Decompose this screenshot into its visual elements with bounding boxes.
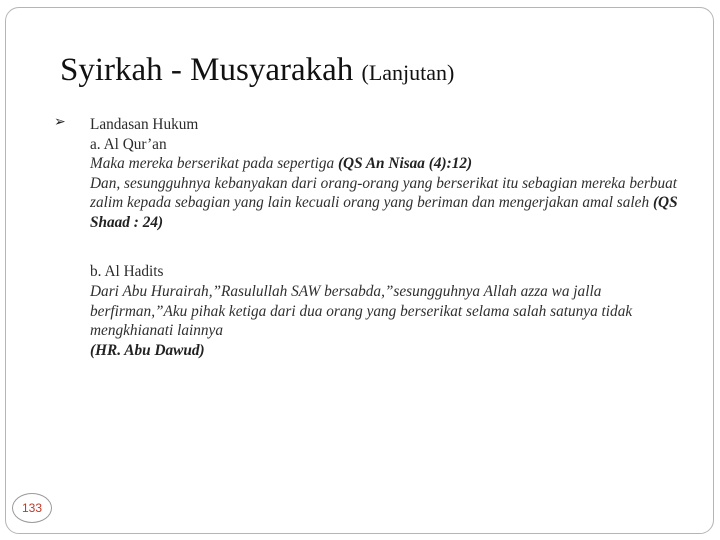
slide-title <box>60 52 454 89</box>
slide-body <box>90 115 680 360</box>
spacer <box>90 232 680 262</box>
hadith-reference: (HR. Abu Dawud) <box>90 341 205 359</box>
quran-verse-1 <box>90 154 680 174</box>
verse-1-reference: (QS An Nisaa (4):12) <box>337 155 473 173</box>
hadith-label: b. Al Hadits <box>90 263 164 281</box>
hadith-text-block <box>90 282 680 341</box>
arrow-bullet-icon: ➢ <box>54 115 66 130</box>
verse-1-text: Maka mereka berserikat pada sepertiga <box>90 155 335 173</box>
section-heading: Landasan Hukum <box>90 116 199 133</box>
hadith-text: Dari Abu Hurairah,”Rasulullah SAW bersabda,”sesungguhnya Allah azza wa jalla berfirman,”Aku pihak ketiga dari dua orang yang berserikat selama salah satunya tidak mengkhianati lainnya <box>90 283 633 340</box>
page-number-badge: 133 <box>12 493 52 523</box>
title-subtitle: (Lanjutan) <box>361 60 455 85</box>
verse-2-reference: (QS Shaad : 24) <box>90 194 678 231</box>
quran-verse-2 <box>90 174 680 233</box>
verse-2-text: Dan, sesungguhnya kebanyakan dari orang-orang yang berserikat itu sebagian mereka berbuat zalim kepada sebagian yang lain kecuali orang yang beriman dan mengerjakan amal saleh <box>90 174 677 212</box>
title-main: Syirkah - Musyarakah <box>60 52 354 88</box>
quran-label: a. Al Qur’an <box>90 135 167 153</box>
